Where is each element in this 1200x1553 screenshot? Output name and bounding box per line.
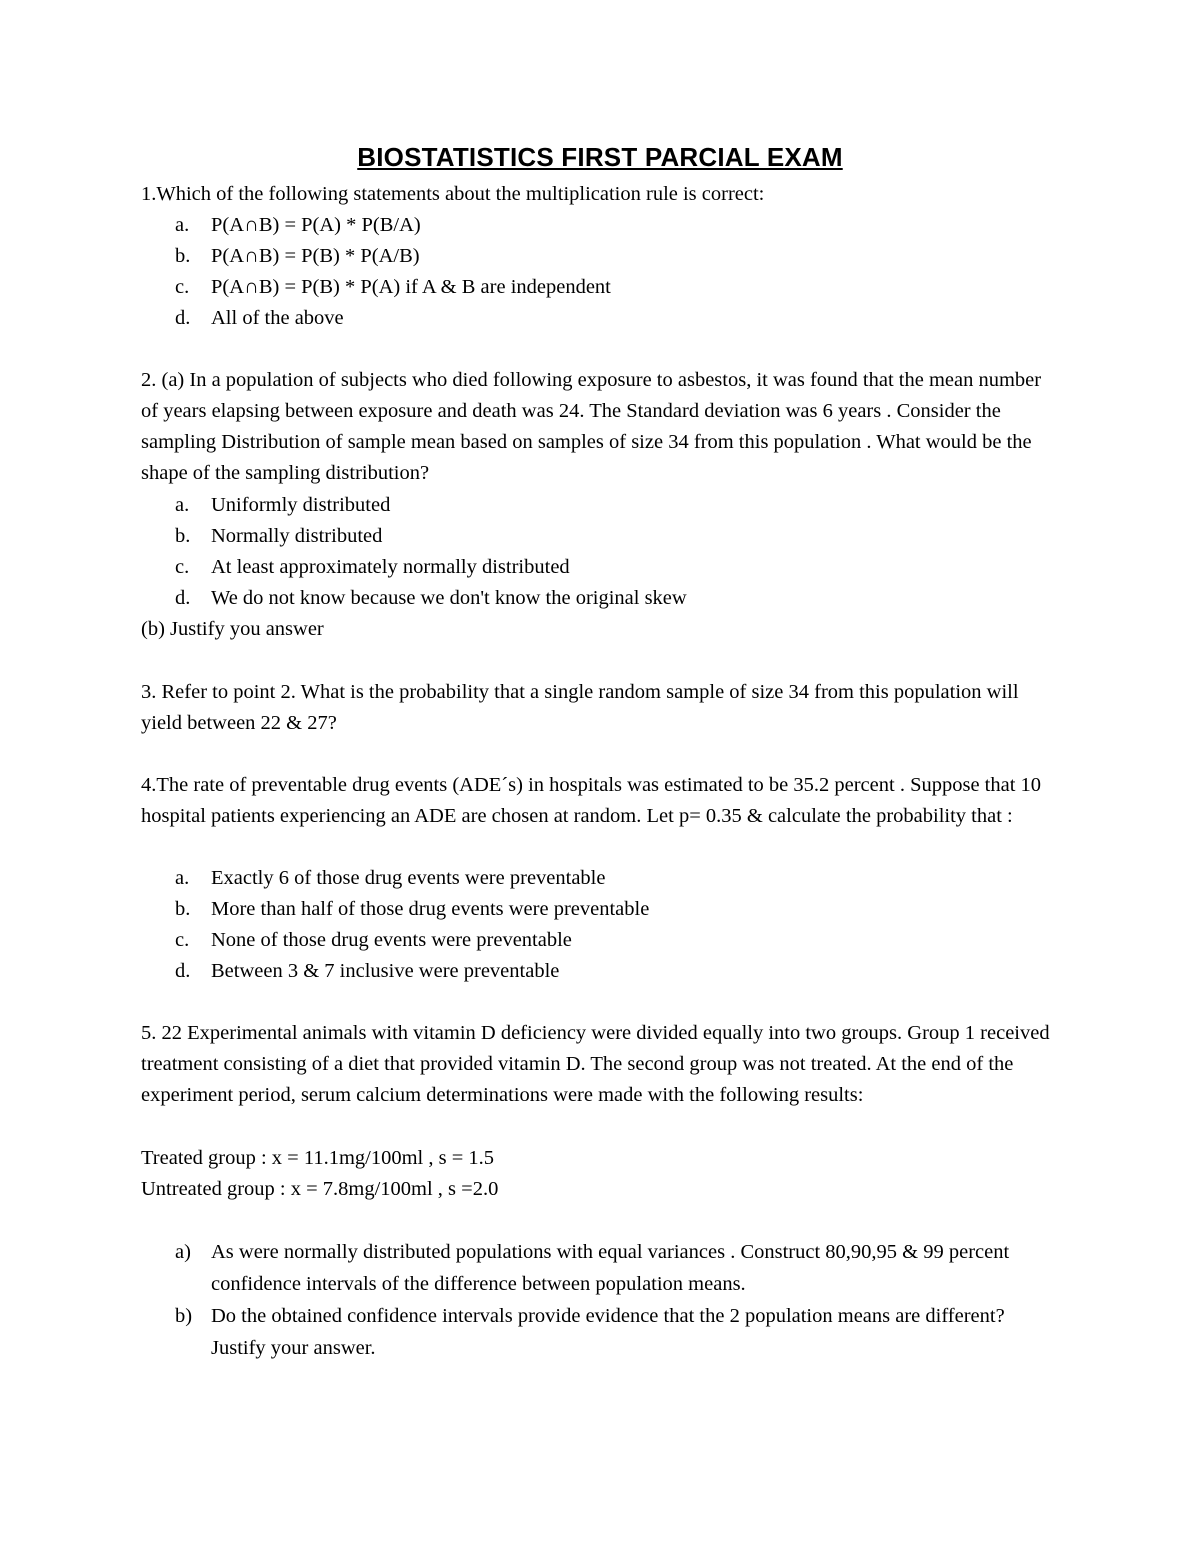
option-text: At least approximately normally distributed — [211, 556, 570, 578]
part-label: b) — [175, 1305, 193, 1327]
option-text: Uniformly distributed — [211, 494, 391, 516]
option-label: d. — [175, 307, 191, 329]
question-4-stem: 4.The rate of preventable drug events (ADE´s) in hospitals was estimated to be 35.2 percent . Suppose that 10 hospital patients experiencing an ADE are chosen at random. Let p= 0.35 & calculate the probability that : — [141, 774, 1042, 827]
option-label: c. — [175, 556, 190, 578]
option-label: b. — [175, 245, 191, 267]
option-label: d. — [175, 587, 191, 609]
option-text: P(A∩B) = P(B) * P(A) if A & B are independent — [211, 276, 611, 298]
option-text: More than half of those drug events were preventable — [211, 898, 650, 920]
question-2-stem: 2. (a) In a population of subjects who died following exposure to asbestos, it was found that the mean number of years elapsing between exposure and death was 24. The Standard deviation was 6 years . Consider the sampling Distribution of sample mean based on samples of size 34 from this population . What would be the shape of the sampling distribution? — [141, 369, 1042, 484]
option-text: All of the above — [211, 307, 344, 329]
option-label: d. — [175, 960, 191, 982]
question-1-stem: 1.Which of the following statements about the multiplication rule is correct: — [141, 183, 765, 205]
option-label: c. — [175, 276, 190, 298]
option-label: a. — [175, 214, 190, 236]
treated-group-result: Treated group : x = 11.1mg/100ml , s = 1.5 — [141, 1147, 495, 1169]
part-label: a) — [175, 1241, 191, 1263]
question-5-stem: 5. 22 Experimental animals with vitamin D deficiency were divided equally into two groups. Group 1 received treatment consisting of a diet that provided vitamin D. The second group was not treated. At the end of the experiment period, serum calcium determinations were made with the following results: — [141, 1022, 1050, 1106]
question-3-stem: 3. Refer to point 2. What is the probability that a single random sample of size 34 from this population will yield between 22 & 27? — [141, 681, 1019, 734]
untreated-group-result: Untreated group : x = 7.8mg/100ml , s =2.0 — [141, 1178, 499, 1200]
option-label: a. — [175, 494, 190, 516]
part-text: As were normally distributed populations with equal variances . Construct 80,90,95 & 99 percent confidence intervals of the difference between population means. — [211, 1241, 1010, 1295]
page-title: BIOSTATISTICS FIRST PARCIAL EXAM — [357, 142, 843, 172]
option-label: b. — [175, 898, 191, 920]
option-label: b. — [175, 525, 191, 547]
question-2-part-b: (b) Justify you answer — [141, 618, 324, 640]
option-text: Normally distributed — [211, 525, 383, 547]
option-text: None of those drug events were preventable — [211, 929, 572, 951]
option-text: Between 3 & 7 inclusive were preventable — [211, 960, 560, 982]
option-text: We do not know because we don't know the original skew — [211, 587, 687, 609]
part-text: Do the obtained confidence intervals provide evidence that the 2 population means are different? Justify your answer. — [211, 1305, 1005, 1359]
option-text: P(A∩B) = P(A) * P(B/A) — [211, 214, 421, 236]
option-label: a. — [175, 867, 190, 889]
option-label: c. — [175, 929, 190, 951]
option-text: Exactly 6 of those drug events were preventable — [211, 867, 606, 889]
option-text: P(A∩B) = P(B) * P(A/B) — [211, 245, 420, 267]
